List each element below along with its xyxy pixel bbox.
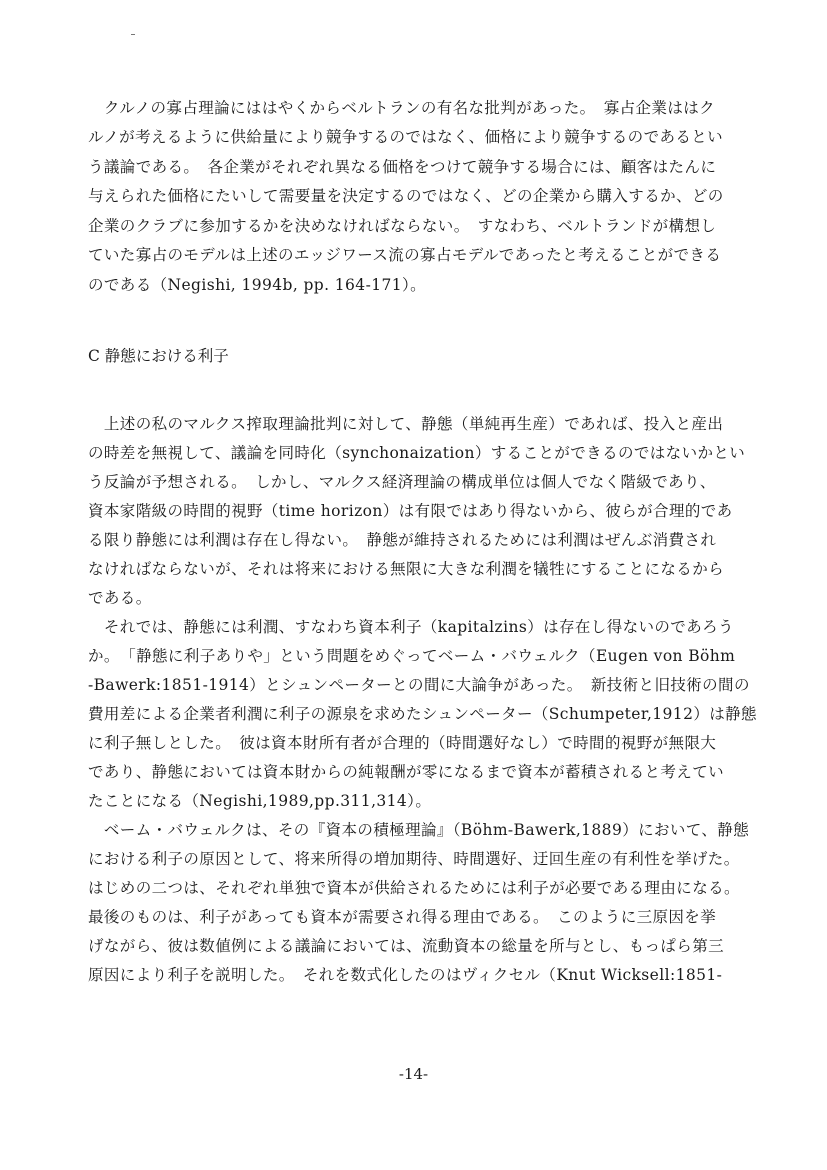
text-line: ベーム・バウェルクは、その『資本の積極理論』（Böhm-Bawerk,1889）において、静態 (88, 821, 750, 839)
text-line: における利子の原因として、将来所得の増加期待、時間選好、迂回生産の有利性を挙げた。 (88, 850, 740, 868)
text-line: であり、静態においては資本財からの純報酬が零になるまで資本が蓄積されると考えてい (88, 763, 725, 781)
text-line: 最後のものは、利子があっても資本が需要され得る理由である。 このように三原因を挙 (88, 908, 717, 926)
page-number: -14- (398, 1065, 429, 1083)
text-line: なければならないが、それは将来における無限に大きな利潤を犠牲にすることになるから (88, 560, 725, 578)
text-line: のである（Negishi, 1994b, pp. 164-171）。 (88, 276, 427, 294)
text-line: に利子無しとした。 彼は資本財所有者が合理的（時間選好なし）で時間的視野が無限大 (88, 734, 717, 752)
text-line: 上述の私のマルクス搾取理論批判に対して、静態（単純再生産）であれば、投入と産出 (88, 415, 724, 433)
text-line: である。 (88, 589, 152, 607)
text-line: はじめの二つは、それぞれ単独で資本が供給されるためには利子が必要である理由になる。 (88, 879, 740, 897)
section-heading: C 静態における利子 (88, 347, 229, 365)
text-line: か。 「静態に利子ありや」という問題をめぐってベーム・バウェルク（Eugen von Böhm (88, 647, 736, 665)
text-line: 費用差による企業者利潤に利子の源泉を求めたシュンペーター（Schumpeter,1912）は静態 (88, 705, 757, 723)
text-line: ルノが考えるように供給量により競争するのではなく、価格により競争するのであるとい (88, 128, 724, 146)
text-line: の時差を無視して、議論を同時化（synchonaization）することができるのではないかとい (88, 444, 746, 462)
text-line: 資本家階級の時間的視野（time horizon）は有限ではあり得ないから、彼らが合理的であ (88, 502, 733, 520)
scan-mark (131, 34, 135, 35)
text-line: それでは、静態には利潤、すなわち資本利子（kapitalzins）は存在し得ないのであろう (88, 618, 734, 636)
text-line: 企業のクラブに参加するかを決めなければならない。 すなわち、ベルトランドが構想し (88, 217, 717, 235)
text-line: 原因により利子を説明した。 それを数式化したのはヴィクセル（Knut Wicksell:1851- (88, 966, 723, 984)
text-line: ていた寡占のモデルは上述のエッジワース流の寡占モデルであったと考えることができる (88, 246, 722, 264)
text-line: クルノの寡占理論にははやくからベルトランの有名な批判があった。 寡占企業ははク (88, 99, 716, 117)
text-line: -Bawerk:1851-1914）とシュンペーターとの間に大論争があった。 新技術と旧技術の間の (88, 676, 750, 694)
text-line: う反論が予想される。 しかし、マルクス経済理論の構成単位は個人でなく階級であり、 (88, 473, 716, 491)
text-line: げながら、彼は数値例による議論においては、流動資本の総量を所与とし、もっぱら第三 (88, 937, 725, 955)
text-line: たことになる（Negishi,1989,pp.311,314）。 (88, 792, 432, 810)
text-line: る限り静態には利潤は存在し得ない。 静態が維持されるためには利潤はぜんぶ消費され (88, 531, 717, 549)
text-line: 与えられた価格にたいして需要量を決定するのではなく、どの企業から購入するか、どの (88, 187, 724, 205)
text-line: う議論である。 各企業がそれぞれ異なる価格をつけて競争する場合には、顧客はたんに (88, 158, 717, 176)
